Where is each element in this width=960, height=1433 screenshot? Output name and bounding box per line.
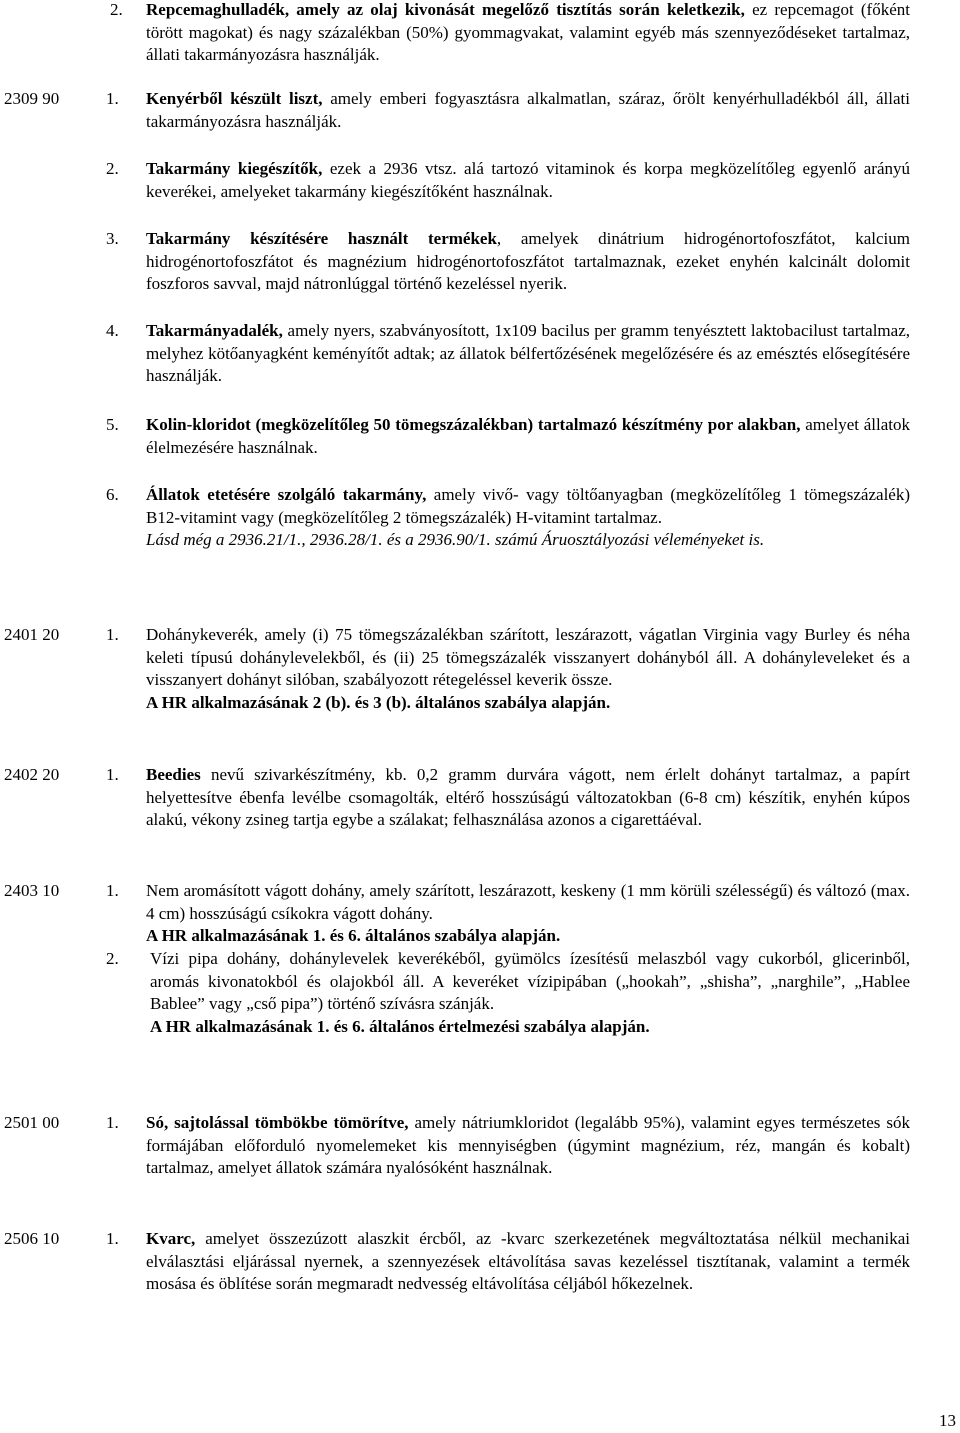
bold-term: Takarmány készítésére használt termékek [146, 229, 497, 248]
item-text [146, 0, 910, 67]
body-text: amely emberi fogyasztásra alkalmatlan, száraz, őrölt kenyérhulladékból áll, állati takarmányozásra használják. [146, 89, 910, 131]
item-text [146, 414, 910, 459]
bold-term: Só, sajtolással tömbökbe tömörítve, [146, 1113, 409, 1132]
body-text: amely nyers, szabványosított, 1x109 bacilus per gramm tenyésztett laktobacilust tartalmaz, melyhez kötőanyagként keményítőt adtak; az állatok bélfertőzésének megelőzésére és az emésztés elősegítésére használják. [146, 321, 910, 385]
item-paragraph [146, 764, 910, 832]
body-text: Vízi pipa dohány, dohánylevelek keverékéből, gyümölcs ízesítésű melaszból vagy cukorból, glicerinből, aromás kivonatokból és olajokból áll. A keveréket vízipipában („hookah”, „shisha”, „narghile”, „Hablee Bablee” vagy „cső pipa”) történő szívásra szánják. [150, 949, 910, 1013]
item-paragraph [146, 158, 910, 203]
tariff-code: 2501 00 [4, 1113, 60, 1132]
body-text: Nem aromásított vágott dohány, amely szárított, leszárazott, keskeny (1 mm körüli szélességű) és változó (max. 4 cm) hosszúságú csíkokra vágott dohány. [146, 881, 910, 923]
body-text: Dohánykeverék, amely (i) 75 tömegszázalékban szárított, leszárazott, vágatlan Virginia vagy Burley és néha keleti típusú dohánylevelekből, és (ii) 25 tömegszázalék visszanyert dohányból áll. A dohányleveleket és a visszanyert dohányt silóban, szabályozott rétegeléssel keverik össze. [146, 625, 910, 689]
item-number: 2. [106, 949, 119, 968]
item-number: 1. [106, 765, 119, 784]
item-number: 3. [106, 229, 119, 248]
item-paragraph [146, 880, 910, 925]
item-number: 1. [106, 625, 119, 644]
item-text [146, 1228, 910, 1296]
page-number: 13 [939, 1411, 956, 1430]
item-text [146, 484, 910, 552]
item-number: 2. [110, 0, 123, 19]
tariff-code: 2403 10 [4, 881, 60, 900]
item-paragraph [146, 320, 910, 388]
bold-term: Kenyérből készült liszt, [146, 89, 323, 108]
item-number: 6. [106, 485, 119, 504]
body-text: ezek a 2936 vtsz. alá tartozó vitaminok és korpa megközelítőleg egyenlő arányú keverékei, amelyeket takarmány kiegészítőként használnak. [146, 159, 910, 201]
item-paragraph [146, 414, 910, 459]
item-paragraph [146, 1228, 910, 1296]
body-text: ez repcemagot (főként törött magokat) és nagy százalékban (50%) gyommagvakat, valamint egyéb más szennyeződéseket tartalmaz, állati takarmányozásra használják. [146, 0, 910, 64]
body-text: amelyet összezúzott alaszkit ércből, az -kvarc szerkezetének megváltoztatása nélkül mechanikai elválasztási eljárással nyernek, a szennyezések eltávolítása savas kezeléssel tisztítanak, valamint a termék mosása és öblítése során megmaradt nedvesség eltávolítása céljából hőkezelnek. [146, 1229, 910, 1293]
item-number: 1. [106, 881, 119, 900]
bold-term: Állatok etetésére szolgáló takarmány, [146, 485, 427, 504]
item-number: 1. [106, 1229, 119, 1248]
bold-term: Takarmányadalék, [146, 321, 283, 340]
item-number: 1. [106, 89, 119, 108]
item-paragraph [146, 484, 910, 529]
legal-basis [150, 1016, 910, 1039]
legal-basis [146, 925, 910, 948]
bold-term: Repcemaghulladék, amely az olaj kivonását megelőző tisztítás során keletkezik, [146, 0, 745, 19]
bold-term: Kolin-kloridot (megközelítőleg 50 tömegszázalékban) tartalmazó készítmény por alakban, [146, 415, 801, 434]
body-text: amely vivő- vagy töltőanyagban (megközelítőleg 1 tömegszázalék) B12-vitamint vagy (megközelítőleg 2 tömegszázalék) H-vitamint tartalmaz. [146, 485, 910, 527]
item-paragraph [146, 0, 910, 67]
item-text [146, 228, 910, 296]
bold-term: Beedies [146, 765, 201, 784]
item-text [146, 158, 910, 203]
item-paragraph [146, 1112, 910, 1180]
item-text [146, 624, 910, 714]
item-number: 5. [106, 415, 119, 434]
body-text: , amelyek dinátrium hidrogénortofoszfátot, kalcium hidrogénortofoszfátot és magnézium hidrogénortofoszfátot tartalmaznak, ezeket enyhén kalcinált dolomit foszforos savval, majd nátronlúggal történő kezeléssel nyerik. [146, 229, 910, 293]
item-paragraph [146, 88, 910, 133]
tariff-code: 2506 10 [4, 1229, 60, 1248]
body-text: amely nátriumkloridot (legalább 95%), valamint egyes természetes sók formájában előforduló nyomelemeket kis mennyiségben (úgymint magnézium, réz, mangán és kobalt) tartalmaz, amelyet állatok számára nyalósóként használnak. [146, 1113, 910, 1177]
tariff-code: 2309 90 [4, 89, 60, 108]
item-text [146, 1112, 910, 1180]
item-text [146, 764, 910, 832]
body-text: amelyet állatok élelmezésére használnak. [146, 415, 910, 457]
cross-reference-text: Lásd még a 2936.21/1., 2936.28/1. és a 2936.90/1. számú Áruosztályozási véleményeket is. [146, 530, 765, 549]
item-number: 2. [106, 159, 119, 178]
item-paragraph [150, 948, 910, 1016]
item-text [146, 88, 910, 133]
item-number: 4. [106, 321, 119, 340]
item-text [146, 320, 910, 388]
bold-term: Takarmány kiegészítők, [146, 159, 323, 178]
body-text: nevű szivarkészítmény, kb. 0,2 gramm durvára vágott, nem érlelt dohányt tartalmaz, a papírt helyettesítve ébenfa levélbe csomagolták, eltérő hosszúságú változatokban (6-8 cm) készítik, enyhén kúpos alakú, vékony zsineg tartja egybe a szálakat; felhasználása azonos a cigarettáéval. [146, 765, 910, 829]
cross-reference [146, 529, 910, 552]
legal-basis-text: A HR alkalmazásának 1. és 6. általános szabálya alapján. [146, 926, 561, 945]
item-number: 1. [106, 1113, 119, 1132]
tariff-code: 2401 20 [4, 625, 60, 644]
item-paragraph [146, 228, 910, 296]
bold-term: Kvarc, [146, 1229, 196, 1248]
legal-basis-text: A HR alkalmazásának 2 (b). és 3 (b). általános szabálya alapján. [146, 692, 611, 712]
tariff-code: 2402 20 [4, 765, 60, 784]
legal-basis [146, 692, 910, 715]
legal-basis-text: A HR alkalmazásának 1. és 6. általános értelmezési szabálya alapján. [150, 1016, 650, 1036]
item-text [150, 948, 910, 1038]
item-paragraph [146, 624, 910, 692]
item-text [146, 880, 910, 948]
